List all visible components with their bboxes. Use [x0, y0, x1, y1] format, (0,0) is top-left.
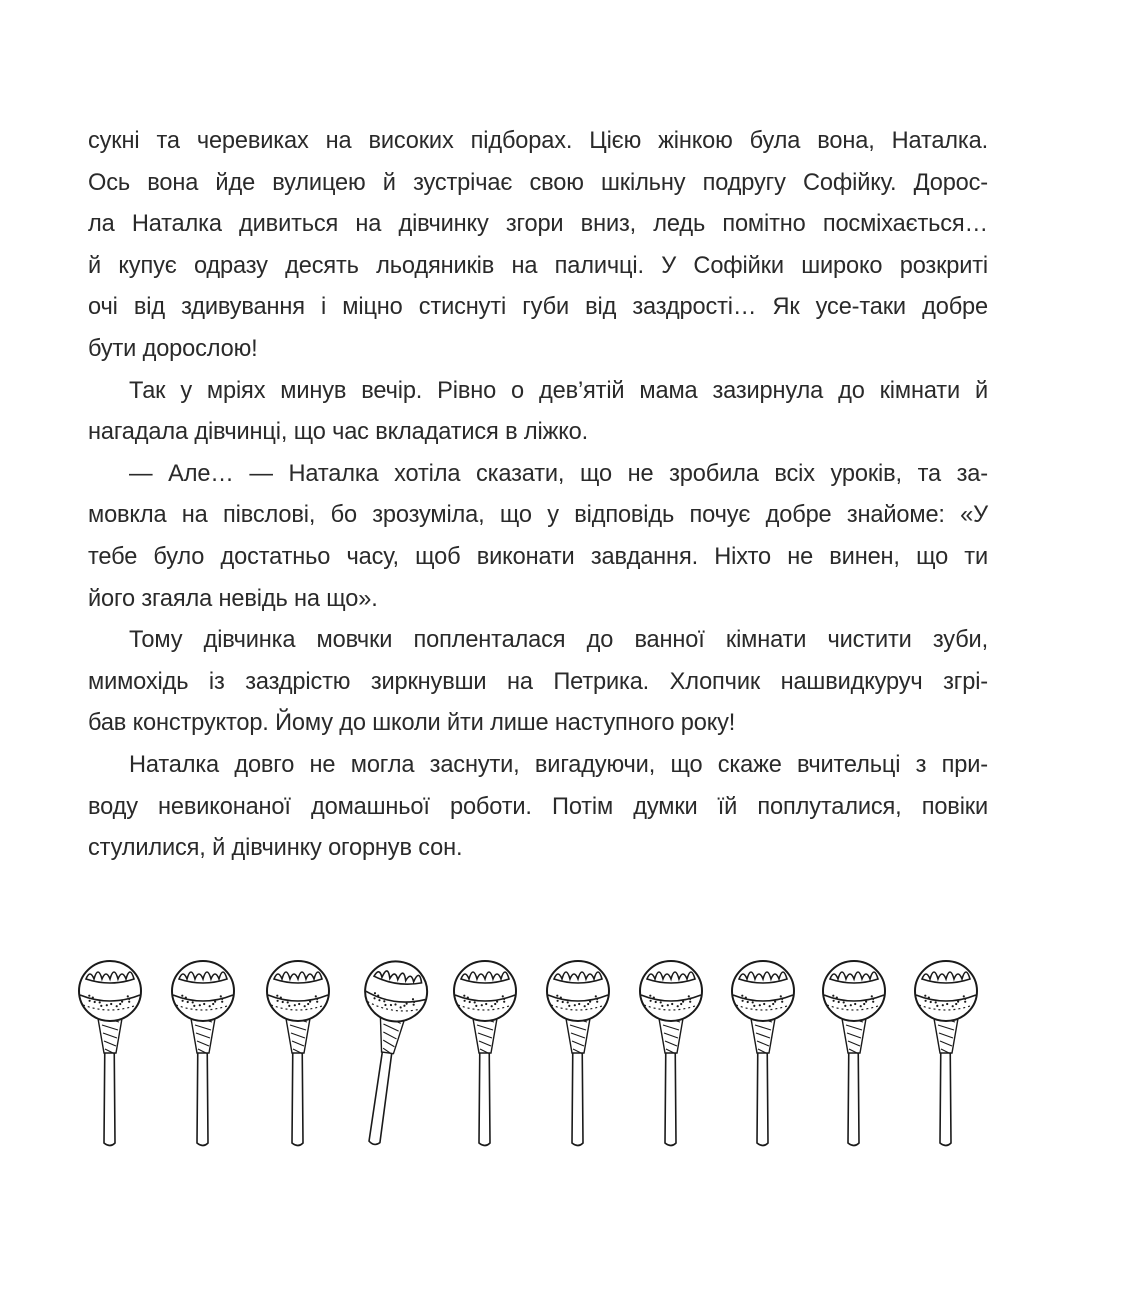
text-line: Ось вона йде вулицею й зустрічає свою шкільну подругу Софійку. Дорос- [88, 169, 988, 196]
lollipop-7 [640, 961, 702, 1146]
lollipop-9 [823, 961, 885, 1146]
lollipops-illustration [48, 935, 1038, 1165]
paragraph-start: Тому дівчинка мовчки попленталася до ванної кімнати чистити зуби, [129, 627, 988, 654]
lollipop-2 [172, 961, 234, 1146]
lollipop-8 [732, 961, 794, 1146]
text-line: очі від здивування і міцно стиснуті губи від заздрості… Як усе-таки добре [88, 294, 988, 321]
lollipop-10 [915, 961, 977, 1146]
text-line: сукні та черевиках на високих підборах. Цією жінкою була вона, Наталка. [88, 128, 988, 154]
text-line: ла Наталка дивиться на дівчинку згори вниз, ледь помітно посміхається… [88, 211, 988, 238]
lollipop-6 [547, 961, 609, 1146]
text-line: бав конструктор. Йому до школи йти лише наступного року! [88, 710, 736, 737]
lollipop-1 [79, 961, 141, 1146]
paragraph-start: — Але… — Наталка хотіла сказати, що не зробила всіх уроків, та за- [129, 460, 988, 487]
paragraph-start: Наталка довго не могла заснути, вигадуючи, що скаже вчительці з при- [129, 751, 988, 778]
text-line: й купує одразу десять льодяників на паличці. У Софійки широко розкриті [88, 252, 988, 279]
lollipops-drawing [48, 935, 1038, 1165]
story-text [88, 121, 988, 870]
lollipop-3 [267, 961, 329, 1146]
text-line: бути дорослою! [88, 335, 258, 362]
paragraph-start: Так у мріях минув вечір. Рівно о дев’ятій мама зазирнула до кімнати й [129, 377, 988, 404]
text-line: мовкла на півслові, бо зрозуміла, що у відповідь почує добре знайоме: «У [88, 502, 988, 529]
text-line: стулилися, й дівчинку огорнув сон. [88, 835, 463, 862]
text-line: воду невиконаної домашньої роботи. Потім думки їй поплуталися, повіки [88, 793, 988, 820]
lollipop-4 [344, 957, 431, 1148]
text-line: мимохідь із заздрістю зиркнувши на Петрика. Хлопчик нашвидкуруч згрі- [88, 668, 988, 695]
text-line: тебе було достатньо часу, щоб виконати завдання. Ніхто не винен, що ти [88, 543, 988, 570]
lollipop-5 [454, 961, 516, 1146]
text-line: нагадала дівчинці, що час вкладатися в ліжко. [88, 419, 589, 446]
text-line: його згаяла невідь на що». [88, 585, 378, 612]
